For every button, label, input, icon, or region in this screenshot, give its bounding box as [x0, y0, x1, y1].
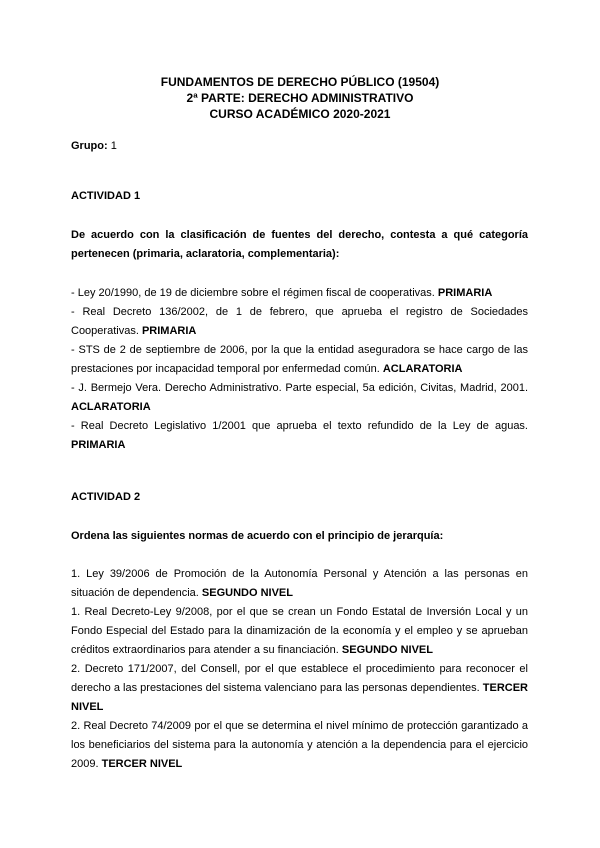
list-item: - Real Decreto Legislativo 1/2001 que aprueba el texto refundido de la Ley de aguas. PRIMARIA: [71, 420, 528, 451]
list-item: 2. Decreto 171/2007, del Consell, por el que establece el procedimiento para reconocer el derecho a las prestaciones del sistema valenciano para las personas dependientes. TERCER NIVEL: [71, 663, 528, 713]
list-item: - Real Decreto 136/2002, de 1 de febrero, que aprueba el registro de Sociedades Cooperativas. PRIMARIA: [71, 306, 528, 337]
list-item: 2. Real Decreto 74/2009 por el que se determina el nivel mínimo de protección garantizado a los beneficiarios del sistema para la autonomía y atención a la dependencia para el ejercicio 2009. TERCER NIVEL: [71, 720, 528, 770]
academic-year: CURSO ACADÉMICO 2020-2021: [209, 107, 391, 121]
activity1-question: De acuerdo con la clasificación de fuentes del derecho, contesta a qué categoría pertenecen (primaria, aclaratoria, complementaria):: [71, 229, 528, 260]
document-header: [0, 74, 600, 122]
activity2-list: [71, 565, 528, 774]
list-item: 1. Ley 39/2006 de Promoción de la Autonomía Personal y Atención a las personas en situación de dependencia. SEGUNDO NIVEL: [71, 568, 528, 599]
course-part: 2ª PARTE: DERECHO ADMINISTRATIVO: [186, 91, 414, 105]
group-label: Grupo:: [71, 140, 108, 152]
group-line: [71, 137, 528, 156]
list-item: 1. Real Decreto-Ley 9/2008, por el que se crean un Fondo Estatal de Inversión Local y un Fondo Especial del Estado para la dinamización de la economía y el empleo y se aprueban créditos extraordinarios para atender a su financiación. SEGUNDO NIVEL: [71, 606, 528, 656]
list-item: - J. Bermejo Vera. Derecho Administrativo. Parte especial, 5a edición, Civitas, Madrid, 2001. ACLARATORIA: [71, 382, 528, 413]
list-item: - Ley 20/1990, de 19 de diciembre sobre el régimen fiscal de cooperativas. PRIMARIA: [71, 287, 493, 299]
list-item: - STS de 2 de septiembre de 2006, por la que la entidad aseguradora se hace cargo de las prestaciones por incapacidad temporal por enfermedad común. ACLARATORIA: [71, 344, 528, 375]
group-value: 1: [110, 140, 117, 152]
activity1-list: [71, 284, 528, 455]
activity2-question: Ordena las siguientes normas de acuerdo con el principio de jerarquía:: [71, 530, 444, 542]
course-title: FUNDAMENTOS DE DERECHO PÚBLICO (19504): [160, 75, 440, 89]
activity2-title: ACTIVIDAD 2: [71, 491, 141, 503]
activity1-title: ACTIVIDAD 1: [71, 190, 141, 202]
